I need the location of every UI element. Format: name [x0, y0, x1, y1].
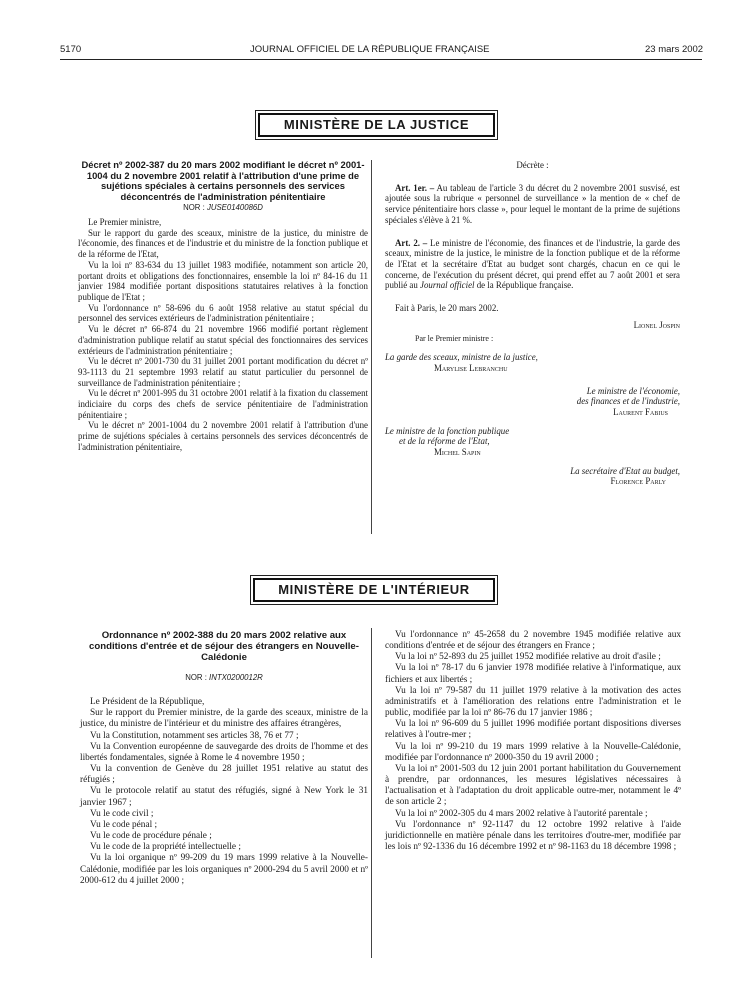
signatory-1-name: Marylise Lebranchu — [434, 362, 508, 373]
ordonnance-paragraph: Vu la Constitution, notamment ses articles 38, 76 et 77 ; — [90, 730, 299, 741]
page-number: 5170 — [60, 44, 82, 55]
signatory-prime-minister: Lionel Jospin — [633, 319, 680, 330]
article-2-journal: Journal officiel — [420, 280, 475, 291]
decree-paragraph: Vu l'ordonnance nº 58-696 du 6 août 1958 relative au statut spécial du personnel des services extérieurs de l'administration pénitentiaire ; — [78, 302, 368, 324]
ordonnance-paragraph: Vu le code de la propriété intellectuelle ; — [90, 842, 241, 853]
decree-paragraph: Vu le décret nº 2001-995 du 31 octobre 2001 relatif à la fixation du classement indiciaire du corps des chefs de service pénitentiaire de l'administration pénitentiaire ; — [78, 388, 368, 420]
ordonnance-paragraph: Vu la loi organique nº 99-209 du 19 mars 1999 relative à la Nouvelle-Calédonie, modifiée par les lois organiques nº 2000-294 du 5 avril 2000 et nº 2000-612 du 4 juillet 2000 ; — [80, 853, 368, 886]
ordonnance-paragraph: Vu l'ordonnance nº 92-1147 du 12 octobre 1992 relative à l'aide juridictionnelle en matière pénale dans les territoires d'outre-mer, modifiée par les lois nº 92-1336 du 16 décembre 1992 et nº 98-1163 du 18 décembre 1998 ; — [385, 819, 681, 852]
column-divider-top — [371, 160, 372, 534]
decree-paragraph: Vu le décret nº 2001-1004 du 2 novembre 2001 relatif à l'attribution d'une prime de sujétions spéciales à certains personnels des services déconcentrés de l'administration pénitentiaire, — [78, 420, 368, 452]
ministry-justice-box — [255, 110, 498, 140]
decree-nor-code: JUSE0140086D — [206, 203, 263, 213]
signatory-3-role-b: et de la réforme de l'Etat, — [399, 436, 490, 447]
decree-paragraph: Le Premier ministre, — [88, 217, 162, 228]
ordonnance-title: Ordonnance nº 2002-388 du 20 mars 2002 relative aux conditions d'entrée et de séjour des étrangers en Nouvelle-Calédonie — [89, 630, 359, 663]
ordonnance-left-column — [80, 630, 368, 887]
signatory-2-name: Laurent Fabius — [613, 406, 668, 417]
header-rule — [60, 59, 702, 60]
ordonnance-nor — [80, 672, 368, 683]
ordonnance-paragraph: Vu le code de procédure pénale ; — [90, 831, 212, 842]
ordonnance-paragraph: Sur le rapport du Premier ministre, de la garde des sceaux, ministre de la justice, du ministre de l'intérieur et du ministre des affaires étrangères, — [80, 708, 368, 730]
signatory-2-role-a: Le ministre de l'économie, — [586, 385, 680, 396]
decree-nor — [78, 203, 368, 214]
signatory-3-name: Michel Sapin — [434, 447, 481, 458]
decree-paragraph: Vu le décret nº 66-874 du 21 novembre 1966 modifié portant règlement d'administration publique relatif au statut spécial des fonctionnaires des services extérieurs de l'administration pénitentiaire ; — [78, 324, 368, 356]
ordonnance-paragraph: Vu la loi nº 2002-305 du 4 mars 2002 relative à l'autorité parentale ; — [395, 808, 648, 819]
decree-left-column — [78, 160, 368, 453]
decree-nor-label: NOR : — [183, 203, 205, 213]
ordonnance-paragraph: Vu la loi nº 2001-503 du 12 juin 2001 portant habilitation du Gouvernement à prendre, par ordonnances, les mesures législatives nécessaires à l'actualisation et à l'adaptation du droit applicable outre-mer, notamment le 4º de son article 2 ; — [385, 763, 681, 808]
ordonnance-nor-code: INTX0200012R — [209, 673, 263, 682]
ordonnance-paragraph: Vu la loi nº 79-587 du 11 juillet 1979 relative à la motivation des actes administratifs et à l'amélioration des relations entre l'administration et le public, modifiée par la loi nº 86-76 du 17 janvier 1986 ; — [385, 685, 681, 719]
ordonnance-paragraph: Vu la loi nº 78-17 du 6 janvier 1978 modifiée relative à l'informatique, aux fichiers et aux libertés ; — [385, 663, 681, 685]
decree-paragraph: Vu le décret nº 2001-730 du 31 juillet 2001 portant modification du décret nº 93-1113 du 21 septembre 1993 relatif au statut particulier du personnel de surveillance de l'administration pénitentiaire ; — [78, 356, 368, 388]
ordonnance-paragraph: Vu la loi nº 96-609 du 5 juillet 1996 modifiée portant dispositions diverses relatives à l'outre-mer ; — [385, 719, 681, 741]
ordonnance-paragraph: Vu la loi nº 52-893 du 25 juillet 1952 modifiée relative au droit d'asile ; — [395, 652, 661, 663]
decree-article-1 — [385, 183, 680, 226]
issue-date: 23 mars 2002 — [645, 44, 704, 55]
ordonnance-paragraph: Vu l'ordonnance nº 45-2658 du 2 novembre 1945 modifiée relative aux conditions d'entrée et de séjour des étrangers en France ; — [385, 630, 681, 652]
article-2-label: Art. 2. – — [395, 237, 428, 248]
ministry-interior-box — [250, 575, 498, 605]
signatory-4-name: Florence Parly — [610, 476, 666, 487]
decree-place-date: Fait à Paris, le 20 mars 2002. — [395, 303, 499, 314]
par-le-premier-ministre: Par le Premier ministre : — [415, 334, 494, 344]
decree-article-2 — [385, 238, 680, 292]
ordonnance-paragraph: Vu le code pénal ; — [90, 819, 158, 830]
ordonnance-paragraph: Vu la loi nº 99-210 du 19 mars 1999 relative à la Nouvelle-Calédonie, modifiée par l'ordonnance nº 2000-350 du 19 avril 2000 ; — [385, 741, 681, 763]
decree-decrete: Décrète : — [516, 160, 549, 170]
signatory-1-role: La garde des sceaux, ministre de la justice, — [385, 352, 538, 363]
decree-title: Décret nº 2002-387 du 20 mars 2002 modifiant le décret nº 2001-1004 du 2 novembre 2001 relatif à l'attribution d'une prime de sujétions spéciales à certains personnels des services déconcentrés de l'administration pénitentiaire — [81, 159, 365, 202]
article-1-label: Art. 1er. – — [395, 182, 435, 193]
signatory-3-role-a: Le ministre de la fonction publique — [385, 425, 510, 436]
ordonnance-paragraph: Vu la convention de Genève du 28 juillet 1951 relative au statut des réfugiés ; — [80, 764, 368, 786]
ordonnance-paragraph: Le Président de la République, — [90, 697, 205, 708]
ordonnance-right-column — [385, 630, 681, 853]
signatory-4-role: La secrétaire d'Etat au budget, — [570, 465, 680, 476]
ordonnance-paragraph: Vu le protocole relatif au statut des réfugiés, signé à New York le 31 janvier 1967 ; — [80, 786, 368, 808]
article-2-text: Le ministre de l'économie, des finances et de l'industrie, la garde des sceaux, ministre de la justice, le ministre de la fonction publique et de la réforme de l'Etat et la secrétaire d'Etat au budget sont chargés, chacun en ce qui le concerne, de l'exécution du présent décret, qui prend effet au 7 août 2001 et sera publié au — [385, 237, 680, 291]
signatory-2-role-b: des finances et de l'industrie, — [576, 396, 680, 407]
ordonnance-paragraph: Vu le code civil ; — [90, 808, 154, 819]
ordonnance-nor-label: NOR : — [185, 673, 207, 682]
ministry-interior-heading: MINISTÈRE DE L'INTÉRIEUR — [253, 578, 495, 602]
decree-paragraph: Sur le rapport du garde des sceaux, ministre de la justice, du ministre de l'économie, des finances et de l'industrie et du ministre de la fonction publique et de la réforme de l'Etat, — [78, 227, 368, 260]
decree-right-column — [385, 160, 680, 487]
journal-title: JOURNAL OFFICIEL DE LA RÉPUBLIQUE FRANÇAISE — [250, 44, 490, 55]
decree-paragraph: Vu la loi nº 83-634 du 13 juillet 1983 modifiée, notamment son article 20, portant droits et obligations des fonctionnaires, ensemble la loi nº 84-16 du 11 janvier 1984 modifiée portant dispositions statutaires relatives à la fonction publique de l'Etat ; — [78, 259, 368, 302]
ordonnance-paragraph: Vu la Convention européenne de sauvegarde des droits de l'homme et des libertés fondamentales, signée à Rome le 4 novembre 1950 ; — [80, 741, 368, 763]
article-1-text: Au tableau de l'article 3 du décret du 2 novembre 2001 susvisé, est ajoutée sous la rubrique « personnel de surveillance » la mention de « chef de service pénitentiaire hors classe », pour lequel le montant de la prime de sujétions spéciales s'élève à 21 %. — [385, 182, 681, 225]
article-2-text-end: de la République française. — [476, 280, 574, 291]
column-divider-bottom — [371, 628, 372, 958]
ministry-justice-heading: MINISTÈRE DE LA JUSTICE — [258, 113, 495, 137]
